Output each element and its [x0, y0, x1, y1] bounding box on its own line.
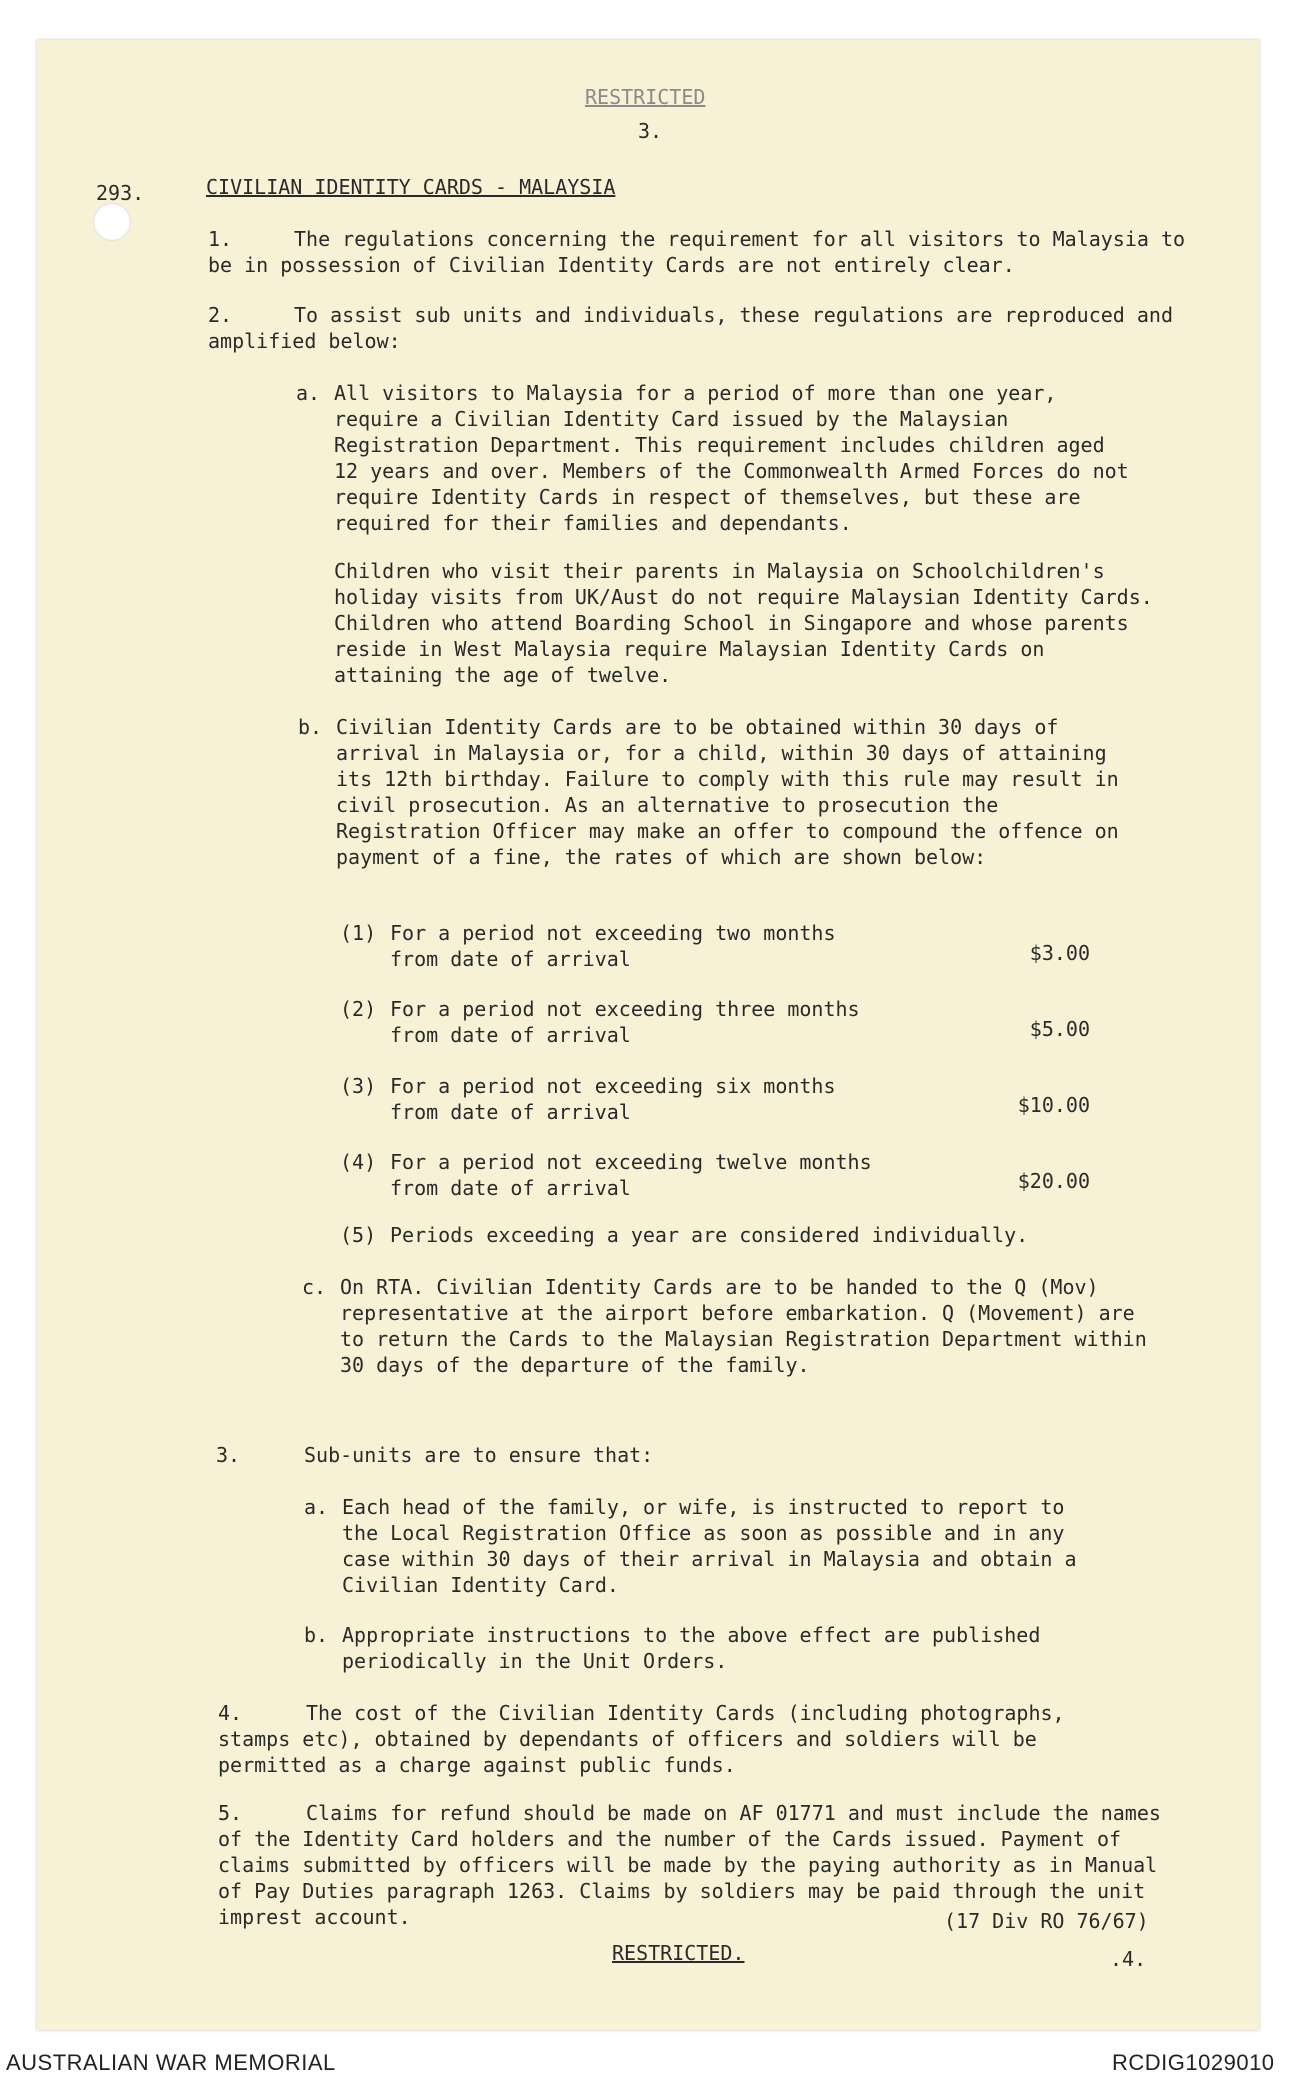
para-3b-label: b. — [304, 1623, 329, 1647]
reference-number: (17 Div RO 76/67) — [944, 1909, 1149, 1933]
fine-4-amount: $20.00 — [1017, 1169, 1090, 1193]
fine-1-number: (1) — [340, 921, 377, 945]
para-4-number: 4. — [218, 1701, 243, 1725]
fine-4-number: (4) — [340, 1150, 377, 1174]
punch-hole — [93, 203, 131, 241]
para-3b-text: Appropriate instructions to the above effect are published periodically in the Unit Orders. — [342, 1623, 1041, 1673]
fine-4-line2: from date of arrival — [390, 1176, 631, 1200]
fine-3-line1: For a period not exceeding six months — [390, 1074, 836, 1098]
fine-2-line1: For a period not exceeding three months — [390, 997, 860, 1021]
para-2c-label: c. — [302, 1275, 327, 1299]
para-5-text: Claims for refund should be made on AF 01771 and must include the names of the Identity Card holders and the number of the Cards issued. Payment of claims submitted by officers will be made by the paying authority as in Manual of Pay Duties paragraph 1263. Claims by soldiers may be paid through the unit imprest account. — [218, 1801, 1161, 1929]
fine-1-amount: $3.00 — [1029, 941, 1090, 965]
page-number: 3. — [638, 119, 663, 143]
fine-3-number: (3) — [340, 1074, 377, 1098]
fine-3-line2: from date of arrival — [390, 1100, 631, 1124]
para-1-text: The regulations concerning the requirement for all visitors to Malaysia to be in possession of Civilian Identity Cards are not entirely clear. — [208, 227, 1186, 277]
para-2c-text: On RTA. Civilian Identity Cards are to be handed to the Q (Mov) representative at the airport before embarkation. Q (Movement) are to return the Cards to the Malaysian Registration Department within 30 days of the departure of the family. — [340, 1275, 1147, 1377]
para-3-text: Sub-units are to ensure that: — [304, 1443, 654, 1467]
fine-2-number: (2) — [340, 997, 377, 1021]
para-2-number: 2. — [208, 303, 233, 327]
para-2b-label: b. — [298, 715, 323, 739]
para-1-number: 1. — [208, 227, 233, 251]
para-2a-continuation: Children who visit their parents in Malaysia on Schoolchildren's holiday visits from UK/Aust do not require Malaysian Identity Cards. Children who attend Boarding School in Singapore and whose parents reside in West Malaysia require Malaysian Identity Cards on attaining the age of twelve. — [334, 559, 1153, 687]
para-2a-label: a. — [296, 381, 321, 405]
next-page-marker: .4. — [1110, 1947, 1147, 1971]
fine-1-line1: For a period not exceeding two months — [390, 921, 836, 945]
para-3-number: 3. — [216, 1443, 241, 1467]
archive-id: RCDIG1029010 — [1112, 2050, 1275, 2075]
document-title: CIVILIAN IDENTITY CARDS - MALAYSIA — [206, 175, 616, 199]
archive-credit: AUSTRALIAN WAR MEMORIAL — [6, 2050, 336, 2075]
fine-1-line2: from date of arrival — [390, 947, 631, 971]
header-classification: RESTRICTED — [585, 85, 706, 109]
fine-2-amount: $5.00 — [1029, 1017, 1090, 1041]
fine-2-line2: from date of arrival — [390, 1023, 631, 1047]
fine-5-text: Periods exceeding a year are considered individually. — [390, 1223, 1029, 1247]
fine-4-line1: For a period not exceeding twelve months — [390, 1150, 872, 1174]
fine-3-amount: $10.00 — [1017, 1093, 1090, 1117]
para-2-text: To assist sub units and individuals, these regulations are reproduced and amplified below: — [208, 303, 1173, 353]
para-3a-text: Each head of the family, or wife, is instructed to report to the Local Registration Office as soon as possible and in any case within 30 days of their arrival in Malaysia and obtain a Civilian Identity Card. — [342, 1495, 1077, 1597]
para-5-number: 5. — [218, 1801, 243, 1825]
footer-classification: RESTRICTED. — [612, 1941, 745, 1965]
para-4-text: The cost of the Civilian Identity Cards (including photographs, stamps etc), obtained by dependants of officers and soldiers will be permitted as a charge against public funds. — [218, 1701, 1065, 1777]
para-3a-label: a. — [304, 1495, 329, 1519]
para-2b-text: Civilian Identity Cards are to be obtained within 30 days of arrival in Malaysia or, for a child, within 30 days of attaining its 12th birthday. Failure to comply with this rule may result in civil prosecution. As an alternative to prosecution the Registration Officer may make an offer to compound the offence on payment of a fine, the rates of which are shown below: — [336, 715, 1119, 869]
para-2a-text: All visitors to Malaysia for a period of more than one year, require a Civilian Identity Card issued by the Malaysian Registration Department. This requirement includes children aged 12 years and over. Members of the Commonwealth Armed Forces do not require Identity Cards in respect of themselves, but these are required for their families and dependants. — [334, 381, 1129, 535]
fine-5-number: (5) — [340, 1223, 377, 1247]
item-number: 293. — [96, 181, 145, 205]
